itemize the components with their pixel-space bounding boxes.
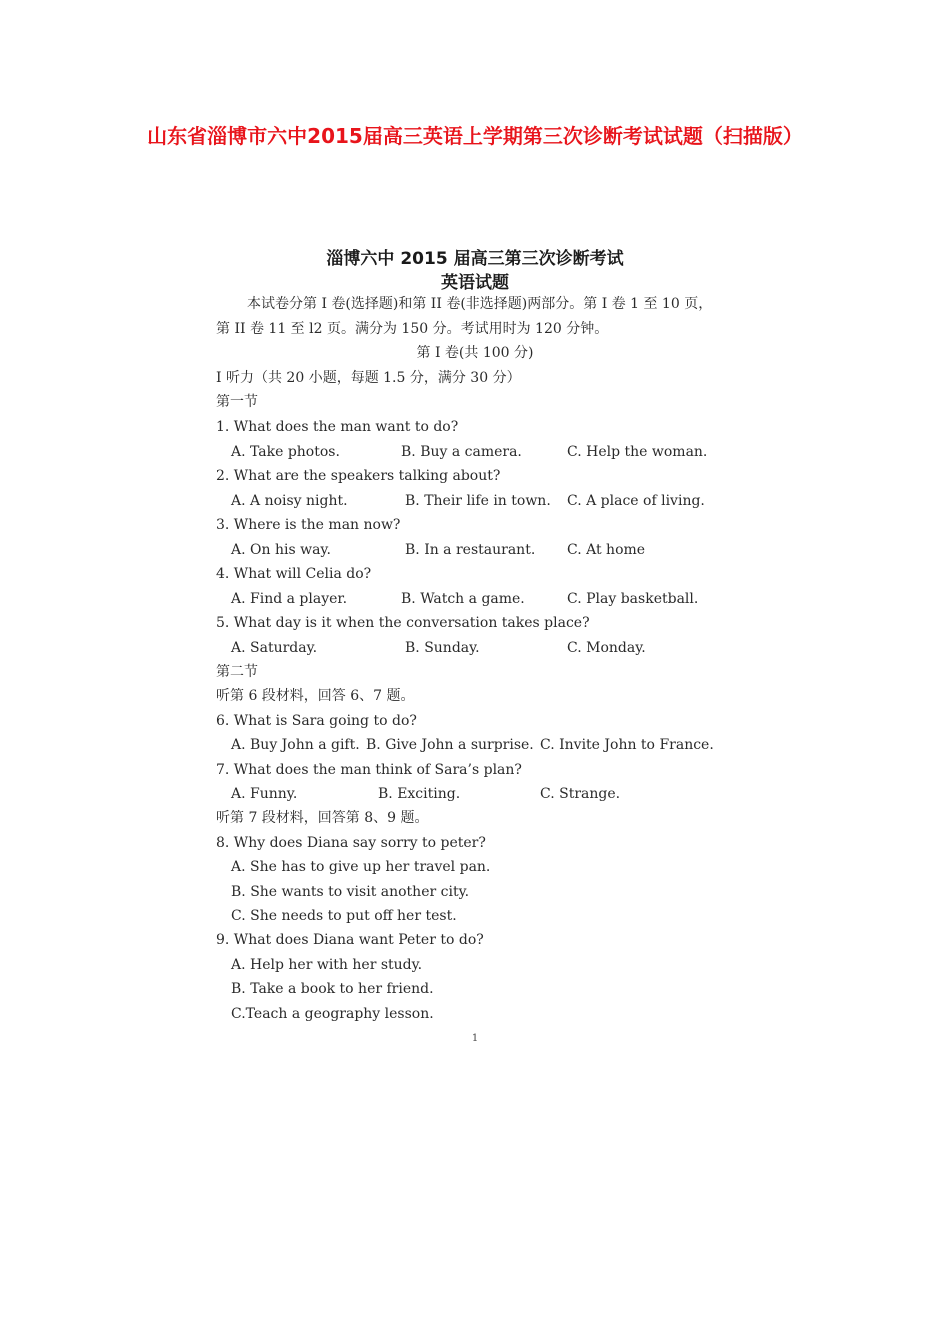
q8-option-a: A. She has to give up her travel pan. <box>231 859 491 875</box>
question-6: 6. What is Sara going to do? <box>216 713 417 729</box>
q9-option-c: C.Teach a geography lesson. <box>231 1006 434 1022</box>
intro-line-1: 本试卷分第 I 卷(选择题)和第 II 卷(非选择题)两部分。第 I 卷 1 至 10 页， <box>247 296 713 312</box>
q5-option-a: A. Saturday. <box>231 640 318 656</box>
q5-option-b: B. Sunday. <box>405 640 480 656</box>
q1-option-c: C. Help the woman. <box>567 444 708 460</box>
document-title: 山东省淄博市六中2015届高三英语上学期第三次诊断考试试题（扫描版） <box>147 124 803 148</box>
q3-option-a: A. On his way. <box>231 542 331 558</box>
question-7: 7. What does the man think of Sara’s plan? <box>216 762 522 778</box>
question-1: 1. What does the man want to do? <box>216 419 459 435</box>
q9-option-a: A. Help her with her study. <box>231 957 423 973</box>
question-4: 4. What will Celia do? <box>216 566 372 582</box>
question-3: 3. Where is the man now? <box>216 517 401 533</box>
q8-option-b: B. She wants to visit another city. <box>231 884 470 900</box>
q8-option-c: C. She needs to put off her test. <box>231 908 457 924</box>
q7-option-b: B. Exciting. <box>378 786 461 802</box>
q6-option-c: C. Invite John to France. <box>540 737 714 753</box>
material-7-instruction: 听第 7 段材料，回答第 8、9 题。 <box>216 810 429 826</box>
q7-option-a: A. Funny. <box>231 786 298 802</box>
q2-option-b: B. Their life in town. <box>405 493 551 509</box>
intro-line-2: 第 II 卷 11 至 l2 页。满分为 150 分。考试用时为 120 分钟。 <box>216 321 609 337</box>
q2-option-a: A. A noisy night. <box>231 493 348 509</box>
q4-option-a: A. Find a player. <box>231 591 348 607</box>
question-9: 9. What does Diana want Peter to do? <box>216 932 484 948</box>
question-8: 8. Why does Diana say sorry to peter? <box>216 835 486 851</box>
q9-option-b: B. Take a book to her friend. <box>231 981 434 997</box>
q6-option-a: A. Buy John a gift. <box>231 737 360 753</box>
q5-option-c: C. Monday. <box>567 640 646 656</box>
q2-option-c: C. A place of living. <box>567 493 705 509</box>
exam-title: 淄博六中 2015 届高三第三次诊断考试 <box>326 249 624 269</box>
q4-option-c: C. Play basketball. <box>567 591 699 607</box>
q3-option-c: C. At home <box>567 542 646 558</box>
q1-option-b: B. Buy a camera. <box>401 444 522 460</box>
exam-subtitle: 英语试题 <box>441 273 509 293</box>
page-number: 1 <box>471 1033 479 1044</box>
material-6-instruction: 听第 6 段材料，回答 6、7 题。 <box>216 688 415 704</box>
part1-heading: 第 I 卷(共 100 分) <box>416 345 534 361</box>
q6-option-b: B. Give John a surprise. <box>366 737 534 753</box>
q7-option-c: C. Strange. <box>540 786 621 802</box>
listening-heading: I 听力（共 20 小题，每题 1.5 分，满分 30 分） <box>216 370 521 386</box>
q3-option-b: B. In a restaurant. <box>405 542 536 558</box>
q4-option-b: B. Watch a game. <box>401 591 525 607</box>
question-2: 2. What are the speakers talking about? <box>216 468 501 484</box>
section-1-heading: 第一节 <box>216 394 258 410</box>
section-2-heading: 第二节 <box>216 664 258 680</box>
question-5: 5. What day is it when the conversation takes place? <box>216 615 590 631</box>
q1-option-a: A. Take photos. <box>231 444 340 460</box>
